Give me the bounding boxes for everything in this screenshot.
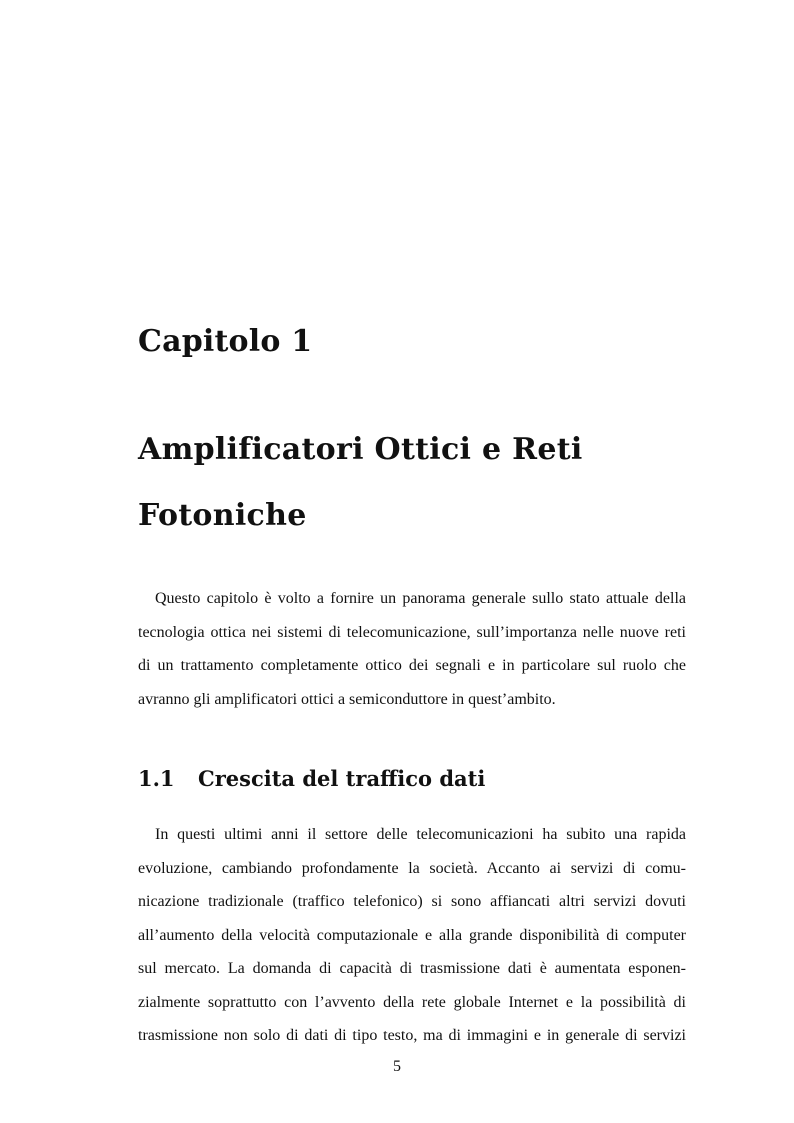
abstract-line: di un trattamento completamente ottico dei segnali e in particolare sul ruolo che	[138, 657, 686, 674]
body-line: zialmente soprattutto con l’avvento della rete globale Internet e la possibilità di	[138, 993, 686, 1011]
body-line: In questi ultimi anni il settore delle telecomunicazioni ha subito una rapida	[155, 826, 686, 843]
section-number: 1.1	[138, 766, 175, 791]
chapter-title-line: Amplificatori Ottici e Reti	[138, 432, 583, 467]
chapter-abstract	[138, 582, 686, 716]
body-line: all’aumento della velocità computazionale e alla grande disponibilità di computer	[138, 926, 686, 944]
section-title: Crescita del traffico dati	[198, 766, 486, 791]
section-body	[138, 818, 686, 1053]
section-heading	[138, 764, 485, 794]
abstract-line: avranno gli amplificatori ottici a semiconduttore in quest’ambito.	[138, 690, 556, 708]
abstract-line: Questo capitolo è volto a fornire un panorama generale sullo stato attuale della	[155, 590, 686, 607]
chapter-title	[138, 417, 698, 549]
body-line: nicazione tradizionale (traffico telefonico) si sono affiancati altri servizi dovuti	[138, 893, 686, 910]
chapter-label: Capitolo 1	[138, 324, 313, 359]
body-line: sul mercato. La domanda di capacità di trasmissione dati è aumentata esponen-	[138, 960, 686, 977]
body-line: trasmissione non solo di dati di tipo testo, ma di immagini e in generale di servizi	[138, 1027, 686, 1044]
body-line: evoluzione, cambiando profondamente la società. Accanto ai servizi di comu-	[138, 859, 686, 877]
page-number: 5	[393, 1058, 401, 1075]
abstract-line: tecnologia ottica nei sistemi di telecomunicazione, sull’importanza nelle nuove reti	[138, 623, 686, 641]
chapter-title-line: Fotoniche	[138, 498, 307, 533]
